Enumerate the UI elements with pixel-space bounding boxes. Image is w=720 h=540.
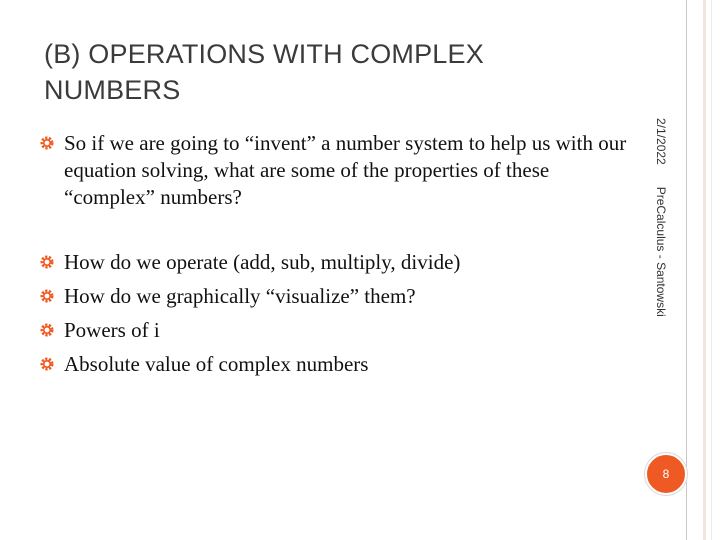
bullet-list [40,130,630,378]
gear-icon [40,289,54,303]
gear-icon [40,323,54,337]
bullet-text: Powers of i [64,318,160,342]
gear-icon [40,136,54,150]
bullet-item [40,283,630,310]
bullet-text: Absolute value of complex numbers [64,352,369,376]
slide-footer-text: PreCalculus - Santowski [654,186,668,317]
bullet-item [40,249,630,276]
margin-rule-outer [711,0,712,540]
bullet-item [40,130,630,211]
page-number-badge [645,453,687,495]
bullet-text: So if we are going to “invent” a number system to help us with our equation solving, what are some of the properties of these “complex” numbers? [64,131,627,209]
margin-band [703,0,706,540]
slide-title: (B) OPERATIONS WITH COMPLEX NUMBERS [44,39,484,105]
side-footer [654,118,668,317]
gear-icon [40,357,54,371]
bullet-item [40,317,630,344]
gear-icon [40,255,54,269]
bullet-text: How do we graphically “visualize” them? [64,284,416,308]
slide-date: 2/1/2022 [654,118,668,165]
page-number: 8 [662,467,670,481]
margin-rule [686,0,687,540]
bullet-item [40,351,630,378]
bullet-text: How do we operate (add, sub, multiply, divide) [64,250,461,274]
